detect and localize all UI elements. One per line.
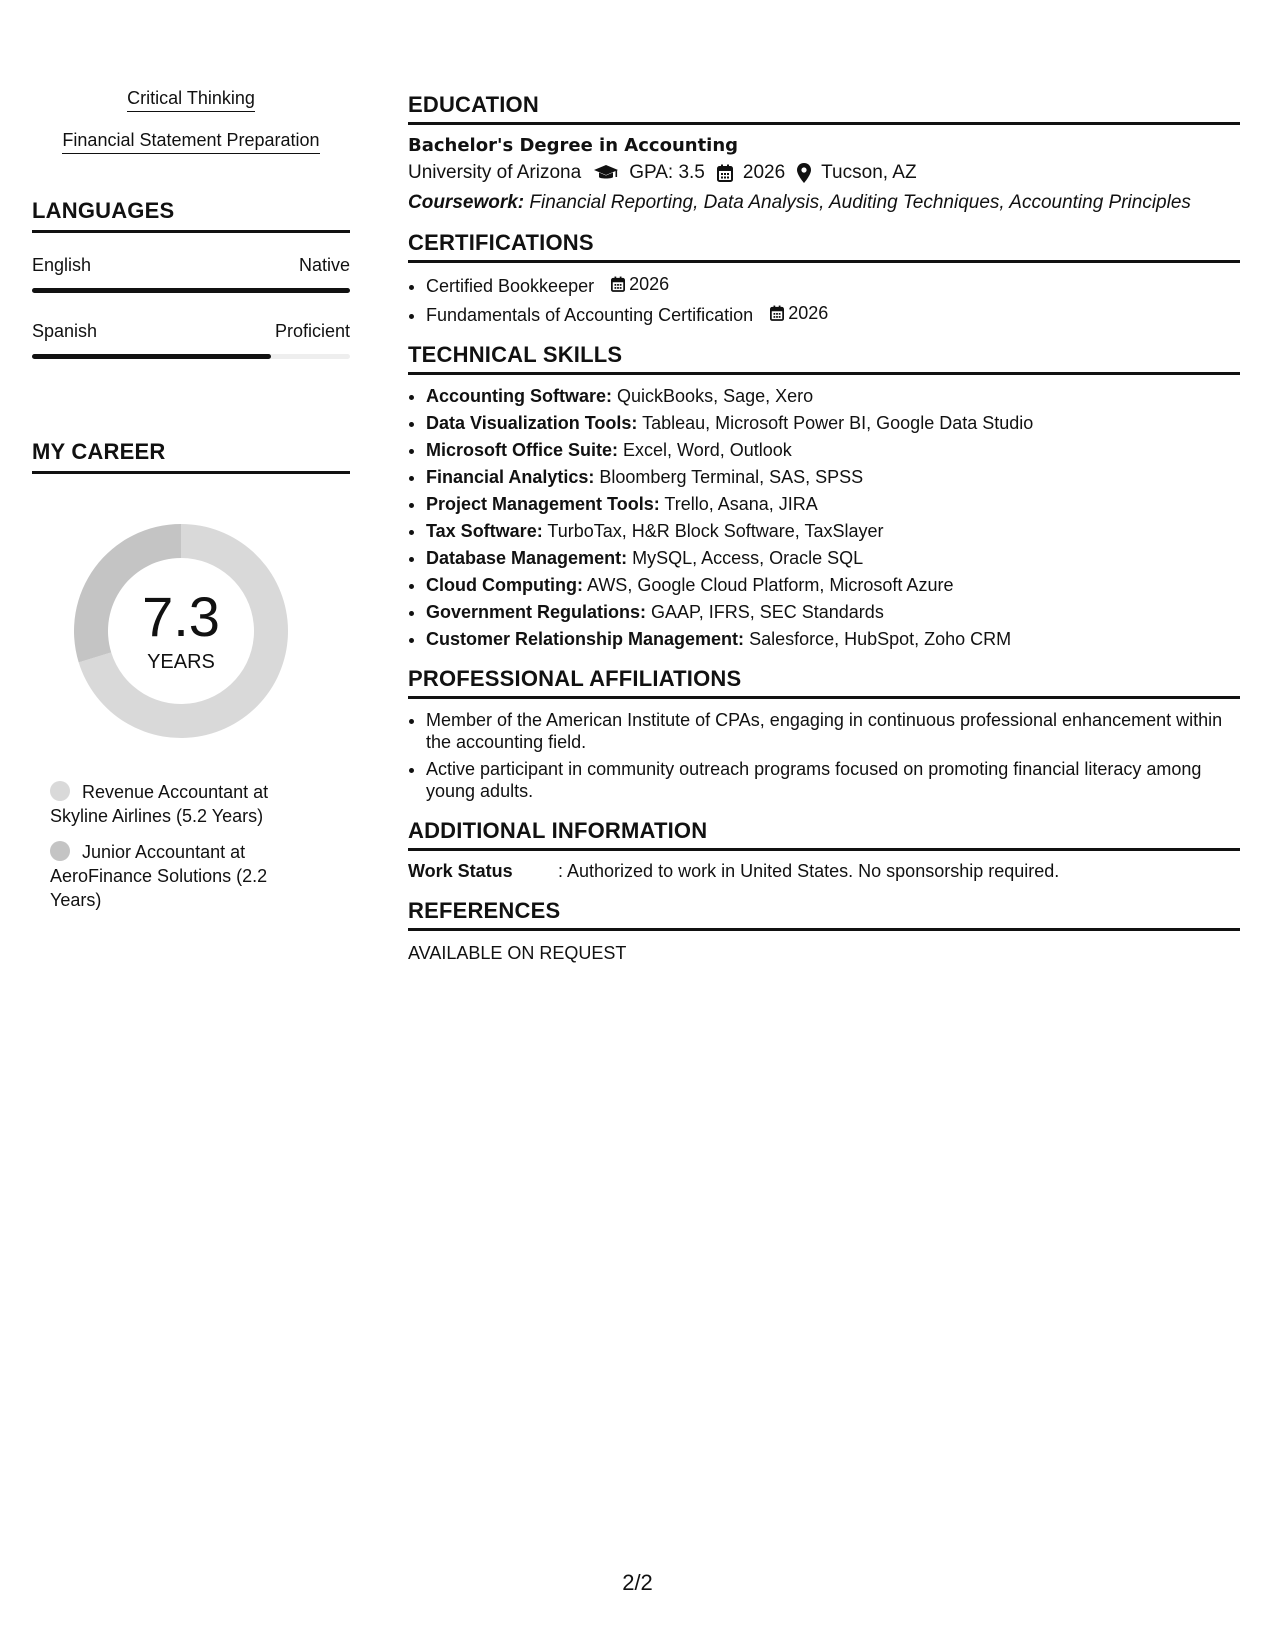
- school-location: Tucson, AZ: [821, 162, 917, 183]
- language-bar: [32, 354, 350, 359]
- language-name: English: [32, 255, 92, 275]
- affiliations-section: [408, 666, 1240, 802]
- languages-list: [32, 255, 350, 359]
- list-item: • Active participant in community outreach programs focused on promoting financial literacy among young adults.: [426, 758, 1240, 802]
- right-column: [408, 92, 1240, 980]
- skill-category: Customer Relationship Management:: [426, 629, 745, 649]
- work-status-label: Work Status: [408, 861, 513, 881]
- coursework: [408, 192, 1240, 214]
- language-bar-fill: [32, 354, 271, 359]
- list-item: [426, 466, 1240, 488]
- skill-values: Excel, Word, Outlook: [623, 440, 792, 460]
- legend-item: [50, 780, 290, 828]
- skill-values: Bloomberg Terminal, SAS, SPSS: [599, 467, 864, 487]
- graduation-cap-icon: [593, 164, 619, 182]
- certifications-heading: CERTIFICATIONS: [408, 230, 1240, 263]
- list-item: [426, 385, 1240, 407]
- list-item: [426, 601, 1240, 623]
- left-column: [32, 88, 350, 924]
- language-bar: [32, 288, 350, 293]
- calendar-icon: [717, 164, 733, 182]
- skill-values: Tableau, Microsoft Power BI, Google Data Studio: [642, 413, 1034, 433]
- skill-tag: Financial Statement Preparation: [62, 130, 319, 154]
- list-item: • Member of the American Institute of CPAs, engaging in continuous professional enhancement within the accounting field.: [426, 709, 1240, 753]
- calendar-icon: [770, 305, 784, 321]
- skill-values: Salesforce, HubSpot, Zoho CRM: [749, 629, 1012, 649]
- technical-skills-section: [408, 342, 1240, 650]
- affiliations-heading: PROFESSIONAL AFFILIATIONS: [408, 666, 1240, 699]
- skills-tags: [32, 88, 350, 172]
- certification-name: Certified Bookkeeper: [426, 276, 595, 296]
- language-row: [32, 255, 350, 276]
- skill-category: Financial Analytics:: [426, 467, 595, 487]
- career-heading: MY CAREER: [32, 439, 350, 474]
- list-item: [426, 547, 1240, 569]
- legend-dot: [50, 781, 70, 801]
- education-section: [408, 92, 1240, 214]
- page-number: 2/2: [622, 1570, 653, 1595]
- technical-skills-heading: TECHNICAL SKILLS: [408, 342, 1240, 375]
- skill-category: Microsoft Office Suite:: [426, 440, 619, 460]
- legend-dot: [50, 841, 70, 861]
- references-heading: REFERENCES: [408, 898, 1240, 931]
- list-item: [426, 273, 1240, 297]
- career-total-unit: YEARS: [147, 650, 215, 673]
- affiliations-list: [408, 709, 1240, 802]
- certifications-list: [408, 273, 1240, 326]
- references-text: AVAILABLE ON REQUEST: [408, 943, 627, 963]
- list-item: [426, 493, 1240, 515]
- certification-date: [611, 273, 669, 295]
- language-level: Proficient: [274, 321, 350, 341]
- skill-values: QuickBooks, Sage, Xero: [617, 386, 814, 406]
- skill-values: GAAP, IFRS, SEC Standards: [651, 602, 884, 622]
- work-status-value: : Authorized to work in United States. No sponsorship required.: [558, 861, 1060, 881]
- legend-label: Revenue Accountant at Skyline Airlines (5.2 Years): [50, 782, 269, 826]
- skill-category: Project Management Tools:: [426, 494, 660, 514]
- skill-category: Tax Software:: [426, 521, 543, 541]
- certification-name: Fundamentals of Accounting Certification: [426, 305, 754, 325]
- skill-category: Data Visualization Tools:: [426, 413, 638, 433]
- career-total-value: 7.3: [142, 584, 220, 648]
- skill-values: TurboTax, H&R Block Software, TaxSlayer: [547, 521, 884, 541]
- additional-info-section: [408, 818, 1240, 882]
- career-donut-chart: [66, 516, 296, 746]
- certification-year: 2026: [788, 303, 829, 323]
- skill-values: Trello, Asana, JIRA: [664, 494, 818, 514]
- coursework-list: Financial Reporting, Data Analysis, Auditing Techniques, Accounting Principles: [529, 192, 1191, 213]
- language-level: Native: [298, 255, 350, 275]
- skill-category: Cloud Computing:: [426, 575, 583, 595]
- language-name: Spanish: [32, 321, 98, 341]
- career-legend: [32, 780, 350, 912]
- references-section: [408, 898, 1240, 964]
- location-pin-icon: [797, 163, 811, 183]
- list-item: [426, 520, 1240, 542]
- list-item: [426, 628, 1240, 650]
- language-row: [32, 321, 350, 342]
- certification-date: [770, 302, 828, 324]
- additional-info-heading: ADDITIONAL INFORMATION: [408, 818, 1240, 851]
- donut-center: [66, 516, 296, 746]
- language-bar-fill: [32, 288, 350, 293]
- list-item: [426, 439, 1240, 461]
- list-item: [426, 412, 1240, 434]
- skill-values: MySQL, Access, Oracle SQL: [632, 548, 864, 568]
- work-status-row: [408, 861, 1240, 882]
- education-details: [408, 162, 1240, 184]
- graduation-year: 2026: [742, 162, 786, 183]
- skill-values: AWS, Google Cloud Platform, Microsoft Azure: [586, 575, 954, 595]
- certifications-section: [408, 230, 1240, 326]
- calendar-icon: [611, 276, 625, 292]
- legend-label: Junior Accountant at AeroFinance Solutions (2.2 Years): [50, 842, 268, 910]
- education-heading: EDUCATION: [408, 92, 1240, 125]
- school-name: University of Arizona: [408, 162, 582, 183]
- languages-heading: LANGUAGES: [32, 198, 350, 233]
- skill-category: Accounting Software:: [426, 386, 613, 406]
- gpa: GPA: 3.5: [629, 162, 705, 183]
- coursework-label: Coursework:: [408, 192, 525, 213]
- skill-category: Government Regulations:: [426, 602, 647, 622]
- list-item: [426, 574, 1240, 596]
- technical-skills-list: [408, 385, 1240, 650]
- skill-tag: Critical Thinking: [127, 88, 255, 112]
- legend-item: [50, 840, 290, 912]
- certification-year: 2026: [629, 274, 670, 294]
- skill-category: Database Management:: [426, 548, 628, 568]
- list-item: [426, 302, 1240, 326]
- degree-title: Bachelor's Degree in Accounting: [408, 135, 739, 156]
